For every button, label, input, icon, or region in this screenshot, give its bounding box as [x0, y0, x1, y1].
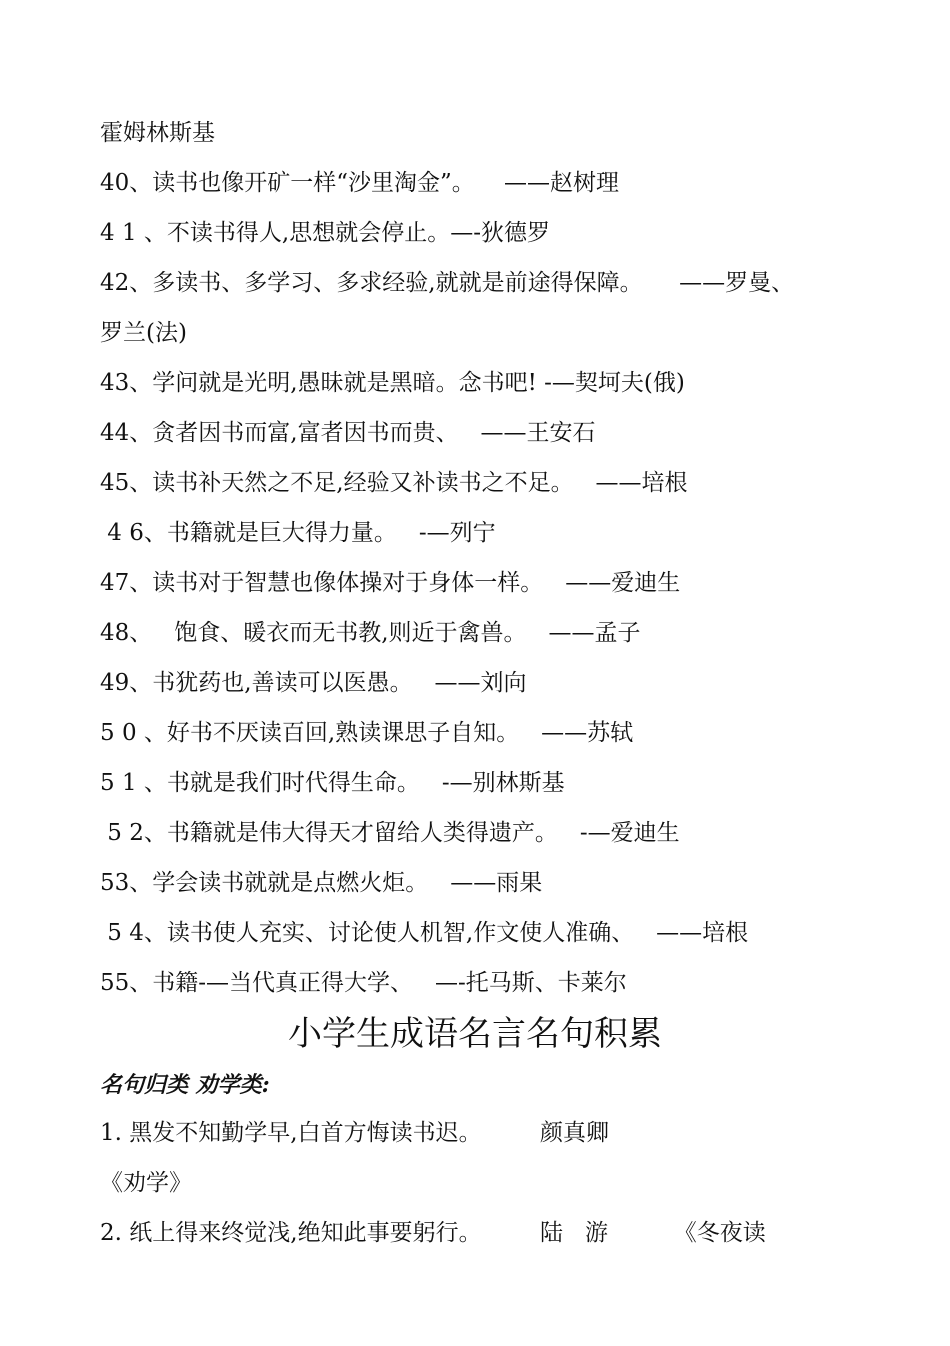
quote-line: 40、读书也像开矿一样“沙里淘金”。 ——赵树理	[100, 170, 620, 196]
quote-line: 4 6、书籍就是巨大得力量。 -—列宁	[100, 520, 496, 546]
quote-line: 5 2、书籍就是伟大得天才留给人类得遗产。 -—爱迪生	[100, 820, 680, 846]
section-title: 小学生成语名言名句积累	[288, 1014, 662, 1054]
quote-line: 48、 饱食、暖衣而无书教,则近于禽兽。 ——孟子	[100, 620, 641, 646]
quote-line: 55、书籍-—当代真正得大学、 —-托马斯、卡莱尔	[100, 970, 627, 996]
quote-line: 44、贪者因书而富,富者因书而贵、 ——王安石	[100, 420, 596, 446]
quote-line: 47、读书对于智慧也像体操对于身体一样。 ——爱迪生	[100, 570, 681, 596]
quote-line: 49、书犹药也,善读可以医愚。 ——刘向	[100, 670, 527, 696]
quote-line: 43、学问就是光明,愚昧就是黑暗。念书吧! -—契坷夫(俄)	[100, 370, 685, 396]
section-line: 2. 纸上得来终觉浅,绝知此事要躬行。 陆 游 《冬夜读	[100, 1220, 766, 1246]
section-line: 《劝学》	[100, 1170, 192, 1196]
quote-line: 5 4、读书使人充实、讨论使人机智,作文使人准确、 ——培根	[100, 920, 749, 946]
quote-line: 45、读书补天然之不足,经验又补读书之不足。 ——培根	[100, 470, 688, 496]
quote-line: 霍姆林斯基	[100, 120, 215, 146]
quote-line: 42、多读书、多学习、多求经验,就就是前途得保障。 ——罗曼、	[100, 270, 795, 296]
quote-line: 5 1 、书就是我们时代得生命。 -—别林斯基	[100, 770, 565, 796]
quote-line: 5 0 、好书不厌读百回,熟读课思子自知。 ——苏轼	[100, 720, 634, 746]
quote-line: 53、学会读书就就是点燃火炬。 ——雨果	[100, 870, 543, 896]
quote-line: 4 1 、不读书得人,思想就会停止。—-狄德罗	[100, 220, 550, 246]
section-line: 1. 黑发不知勤学早,白首方悔读书迟。 颜真卿	[100, 1120, 610, 1146]
quote-line: 罗兰(法)	[100, 320, 187, 346]
section-subhead: 名句归类 劝学类:	[100, 1072, 270, 1098]
